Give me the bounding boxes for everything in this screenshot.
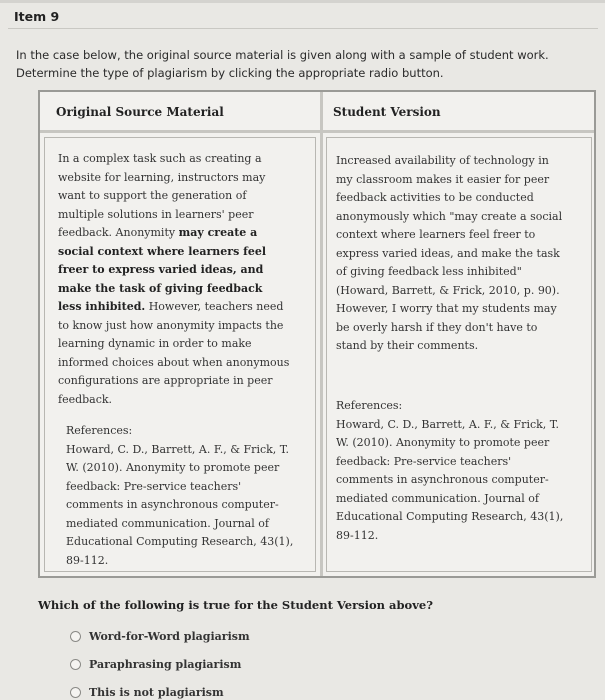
original-line-run: less inhibited. (58, 300, 146, 313)
student-reference-line: feedback: Pre-service teachers' (336, 454, 512, 468)
student-line: context where learners feel freer to (336, 228, 536, 241)
item-title: Item 9 (14, 9, 60, 24)
original-reference-line: 89-112. (66, 553, 109, 567)
student-line: my classroom makes it easier for peer (336, 172, 550, 186)
instructions-line-1: In the case below, the original source material is given along with a sample of student work. (16, 48, 549, 62)
student-line: of giving feedback less inhibited" (336, 265, 522, 278)
student-line: stand by their comments. (336, 339, 479, 352)
radio-word-for-word[interactable] (70, 631, 81, 642)
student-line: be overly harsh if they don't have to (336, 320, 538, 334)
title-divider (8, 28, 598, 29)
original-line-run: learning dynamic in order to make (58, 337, 252, 350)
original-line-run: may create a (178, 226, 258, 239)
original-reference-line: mediated communication. Journal of (66, 516, 269, 530)
original-line-run: informed choices about when anonymous (58, 355, 290, 369)
original-line (58, 372, 314, 391)
student-references (336, 397, 588, 545)
original-line-run: make the task of giving feedback (58, 281, 263, 295)
original-line-run: feedback. Anonymity (58, 226, 179, 239)
option-not-plagiarism[interactable] (70, 686, 224, 699)
original-text (58, 150, 314, 409)
student-reference-line: References: (336, 399, 403, 412)
original-line (58, 298, 314, 317)
original-line-run: social context where learners feel (58, 244, 267, 258)
original-line-run: freer to express varied ideas, and (58, 263, 264, 276)
original-line-run: to know just how anonymity impacts the (58, 318, 284, 332)
student-reference-line: comments in asynchronous computer- (336, 473, 549, 486)
original-line (58, 391, 314, 410)
header-original-source: Original Source Material (56, 105, 224, 119)
comparison-table (38, 90, 596, 578)
student-line: express varied ideas, and make the task (336, 246, 560, 260)
student-reference-line: Educational Computing Research, 43(1), (336, 510, 564, 523)
student-reference-line: 89-112. (336, 528, 379, 542)
original-reference-line: Howard, C. D., Barrett, A. F., & Frick, T. (66, 442, 289, 456)
original-line (58, 354, 314, 373)
original-line (58, 335, 314, 354)
original-references (66, 422, 312, 570)
student-text (336, 152, 588, 356)
original-line-run: feedback. (58, 392, 113, 406)
instructions-line-2: Determine the type of plagiarism by clicking the appropriate radio button. (16, 66, 444, 80)
original-reference-line: feedback: Pre-service teachers' (66, 479, 242, 493)
column-divider (320, 92, 323, 576)
instructions (16, 46, 586, 82)
original-line (58, 317, 314, 336)
original-line-run: configurations are appropriate in peer (58, 374, 273, 387)
student-line: However, I worry that my students may (336, 302, 557, 315)
original-line-run: website for learning, instructors may (58, 170, 266, 184)
option-word-for-word[interactable] (70, 630, 250, 643)
original-line-run: However, teachers need (145, 300, 284, 313)
original-line (58, 206, 314, 225)
original-line-run: multiple solutions in learners' peer (58, 207, 254, 221)
original-line (58, 187, 314, 206)
original-line (58, 280, 314, 299)
student-line: anonymously which "may create a social (336, 209, 563, 223)
student-line: feedback activities to be conducted (336, 191, 534, 204)
original-reference-line: W. (2010). Anonymity to promote peer (66, 461, 280, 474)
student-line: (Howard, Barrett, & Frick, 2010, p. 90). (336, 283, 560, 297)
student-reference-line: mediated communication. Journal of (336, 491, 539, 505)
original-line (58, 150, 314, 169)
student-line: Increased availability of technology in (336, 154, 549, 167)
option-paraphrasing[interactable] (70, 658, 241, 671)
original-line-run: want to support the generation of (58, 189, 247, 202)
student-reference-line: Howard, C. D., Barrett, A. F., & Frick, T. (336, 417, 559, 431)
option-label: This is not plagiarism (89, 686, 224, 699)
original-line (58, 224, 314, 243)
question-text: Which of the following is true for the Student Version above? (38, 598, 433, 612)
student-reference-line: W. (2010). Anonymity to promote peer (336, 436, 550, 449)
original-line (58, 243, 314, 262)
original-reference-line: comments in asynchronous computer- (66, 498, 279, 511)
original-line (58, 261, 314, 280)
option-label: Paraphrasing plagiarism (89, 658, 242, 671)
radio-paraphrasing[interactable] (70, 659, 81, 670)
top-border (0, 0, 605, 3)
original-reference-line: Educational Computing Research, 43(1), (66, 535, 294, 548)
radio-not-plagiarism[interactable] (70, 687, 81, 698)
original-reference-line: References: (66, 424, 133, 437)
original-line (58, 169, 314, 188)
original-line-run: In a complex task such as creating a (58, 152, 262, 165)
header-divider (40, 130, 594, 133)
header-student-version: Student Version (333, 105, 441, 119)
option-label: Word-for-Word plagiarism (89, 630, 250, 643)
